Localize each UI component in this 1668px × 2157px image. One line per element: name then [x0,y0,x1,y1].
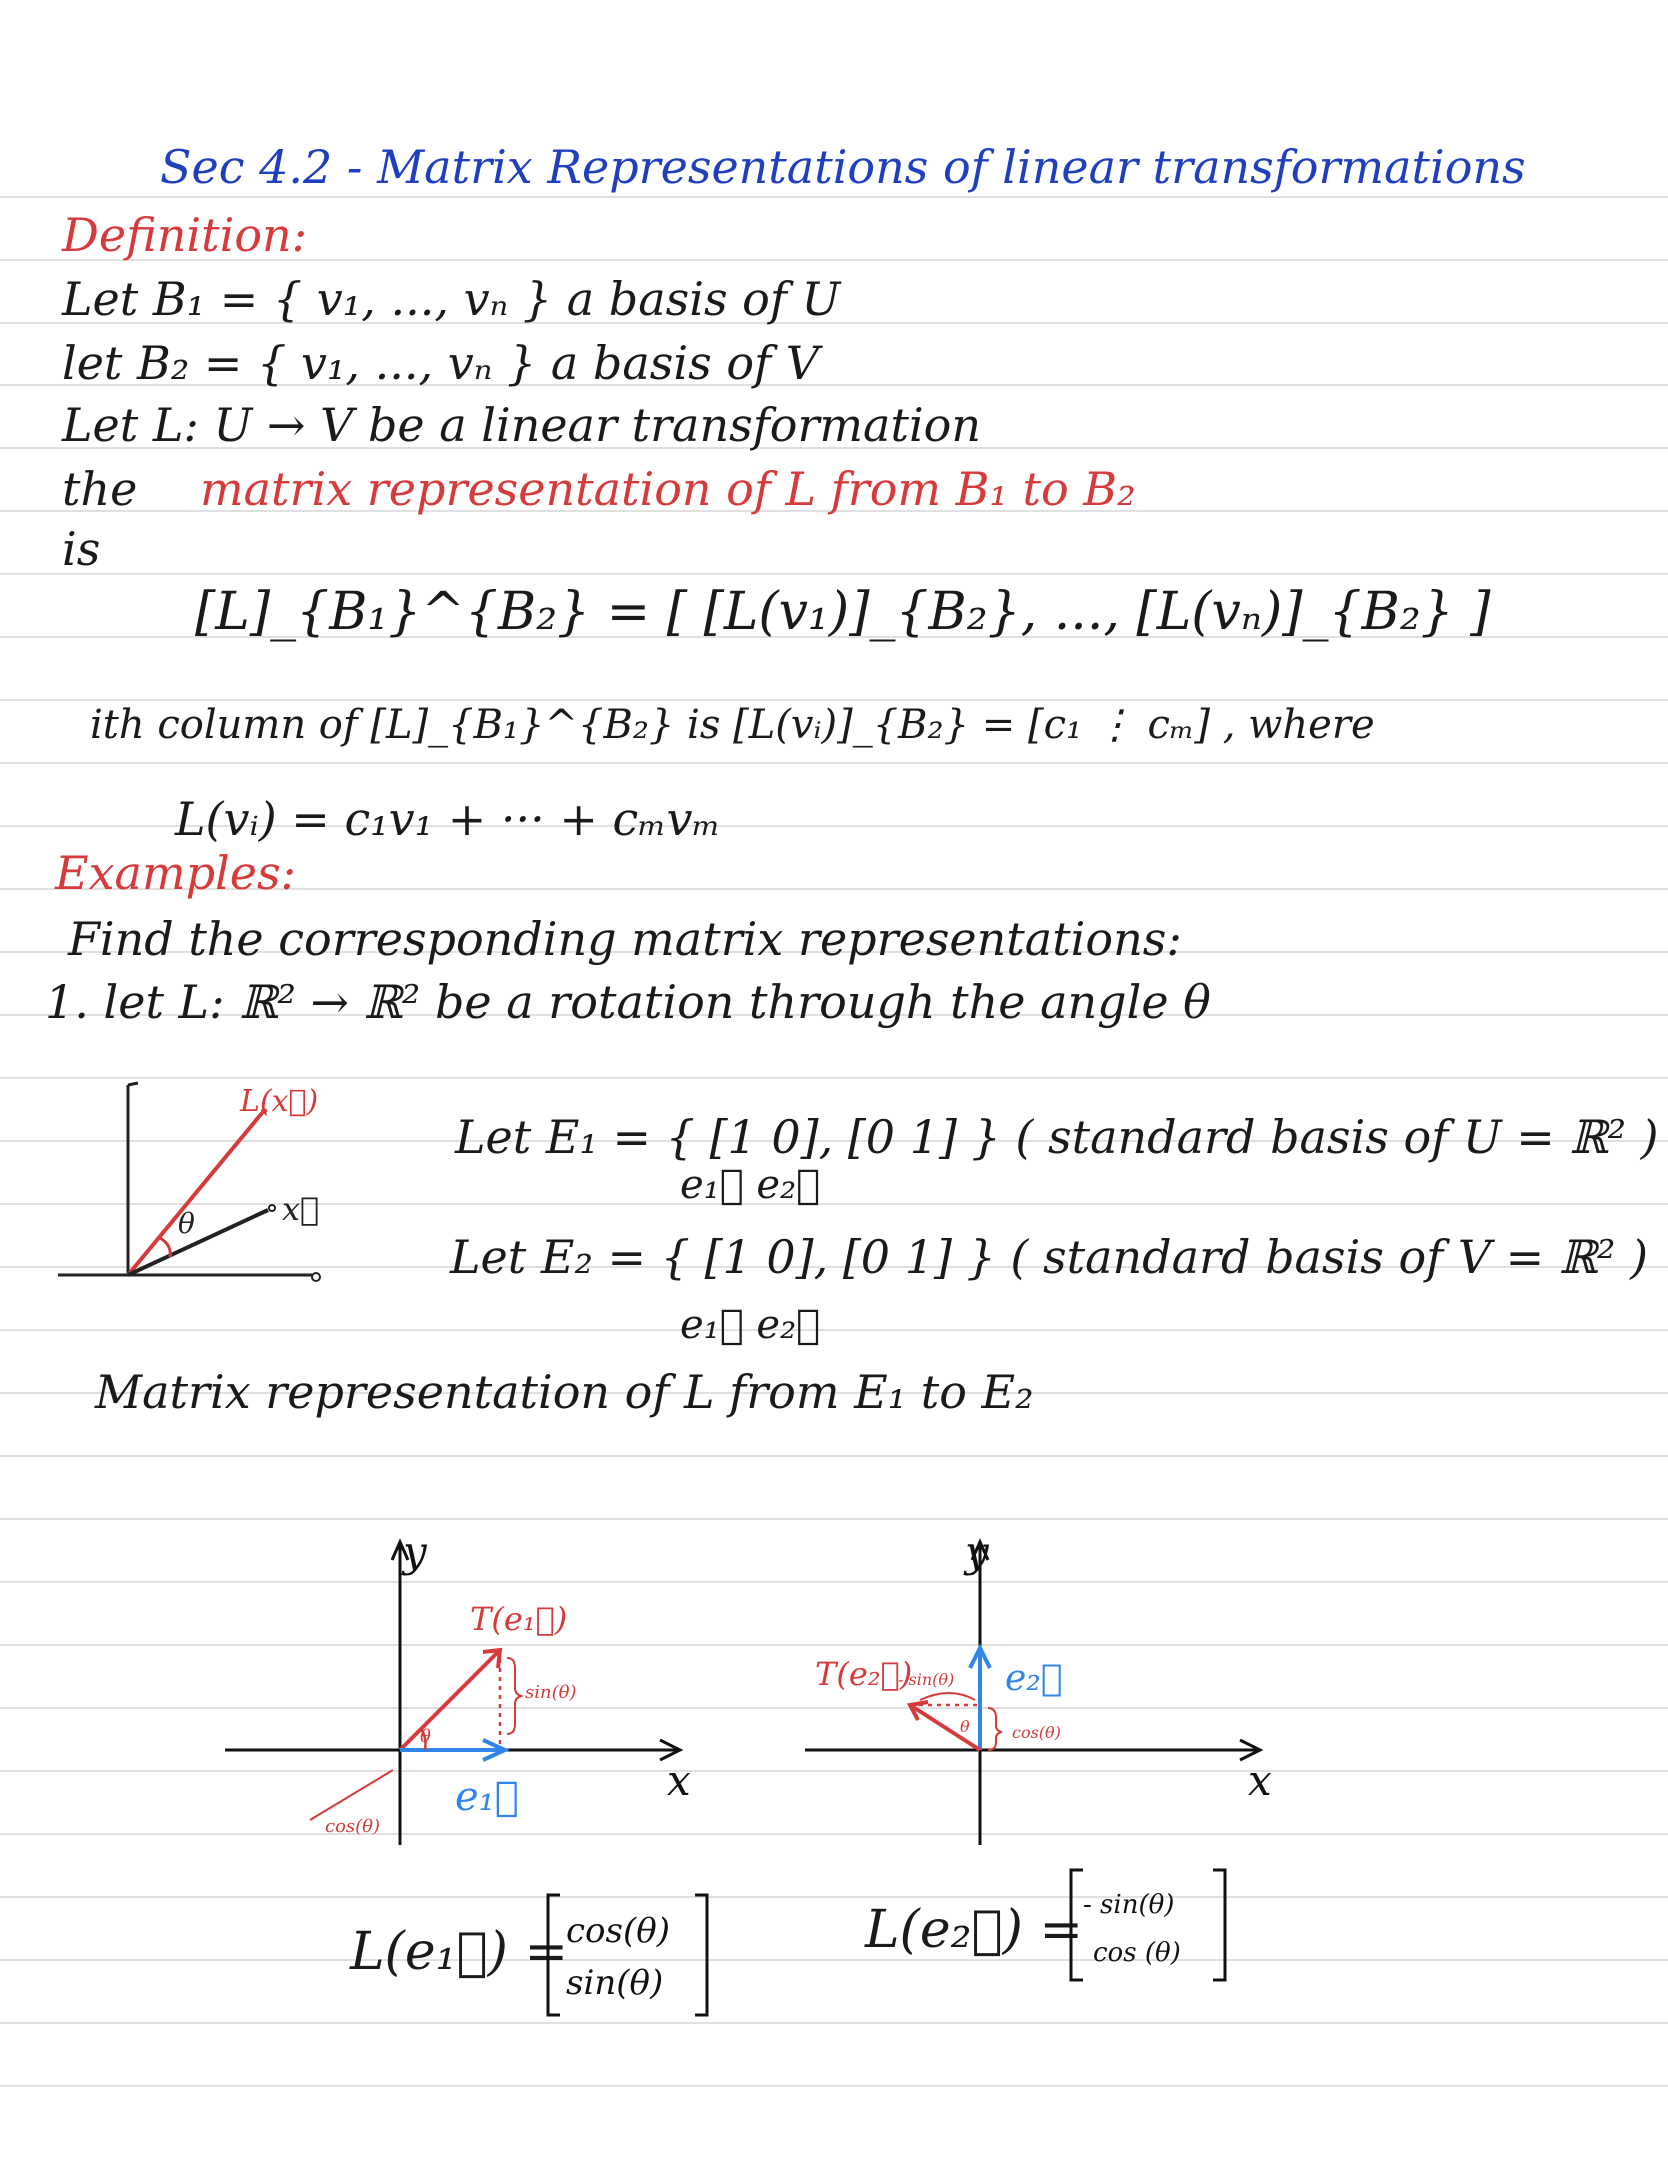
e1-label: e₁⃗ [455,1774,519,1820]
graph-e2-y-label: y [965,1527,989,1576]
theta-label-right: θ [960,1717,970,1736]
result-e2-lhs: L(e₂⃗) = [865,1900,1084,1960]
examples-label: Examples: [55,846,297,900]
graph-e1-x-label: x [667,1756,691,1805]
result-e1-lhs: L(e₁⃗) = [350,1922,569,1982]
graph-e2-x-label: x [1248,1756,1272,1805]
basis-e2-vectors: e₁⃗ e₂⃗ [680,1302,821,1348]
examples-intro: Find the corresponding matrix representations: [68,912,1182,966]
cos-label-right: cos(θ) [1012,1723,1061,1742]
x-label: x⃗ [282,1190,320,1228]
result-e2-row-1: - sin(θ) [1083,1890,1175,1920]
lx-label: L(x⃗) [240,1084,319,1119]
result-e1-row-1: cos(θ) [566,1911,670,1951]
t-e2-label: T(e₂⃗) [815,1655,913,1693]
definition-line-3: Let L: U → V be a linear transformation [62,398,981,452]
graph-e1-y-label: y [403,1527,427,1576]
e2-label: e₂⃗ [1005,1658,1063,1699]
result-e2-row-2: cos (θ) [1093,1938,1181,1968]
t-e1-label: T(e₁⃗) [470,1600,568,1638]
neg-sin-label: - sin(θ) [898,1670,955,1689]
graph-e1 [215,1480,695,1860]
definition-line-4-prefix: the [62,462,138,516]
basis-e2: Let E₂ = { [1 0], [0 1] } ( standard basis of V = ℝ² ) [450,1230,1649,1284]
matrix-formula: [L]_{B₁}^{B₂} = [ [L(v₁)]_{B₂}, ..., [L(vₙ)]_{B₂} ] [195,582,1491,642]
definition-line-1: Let B₁ = { v₁, ..., vₙ } a basis of U [62,272,841,326]
result-e2-matrix [1065,1865,1235,1985]
result-e1-matrix [540,1890,720,2020]
sin-label: sin(θ) [525,1682,577,1703]
theta-label: θ [178,1207,195,1240]
matrix-rep-line: Matrix representation of L from E₁ to E₂ [95,1365,1034,1419]
expansion-formula: L(vᵢ) = c₁v₁ + ··· + cₘvₘ [175,792,721,846]
basis-e1-vectors: e₁⃗ e₂⃗ [680,1162,821,1208]
x-vector [128,1210,268,1275]
cos-label: cos(θ) [325,1816,381,1837]
definition-line-5: is [62,522,101,576]
definition-label: Definition: [62,208,308,262]
rotated-vector [128,1113,262,1275]
rotation-diagram [50,1075,350,1295]
definition-line-4-red: matrix representation of L from B₁ to B₂ [200,462,1136,516]
section-title: Sec 4.2 - Matrix Representations of linear transformations [160,140,1526,194]
definition-line-2: let B₂ = { v₁, ..., vₙ } a basis of V [62,336,819,390]
ith-column-statement: ith column of [L]_{B₁}^{B₂} is [L(vᵢ)]_{B₂} = [c₁ ⋮ cₘ] , where [90,702,1375,748]
graph-e2 [780,1480,1280,1860]
theta-label-left: θ [420,1726,431,1747]
result-e1-row-2: sin(θ) [566,1963,664,2003]
t-e1-vector [400,1650,500,1750]
example-1: 1. let L: ℝ² → ℝ² be a rotation through the angle θ [45,975,1211,1029]
basis-e1: Let E₁ = { [1 0], [0 1] } ( standard basis of U = ℝ² ) [455,1110,1659,1164]
